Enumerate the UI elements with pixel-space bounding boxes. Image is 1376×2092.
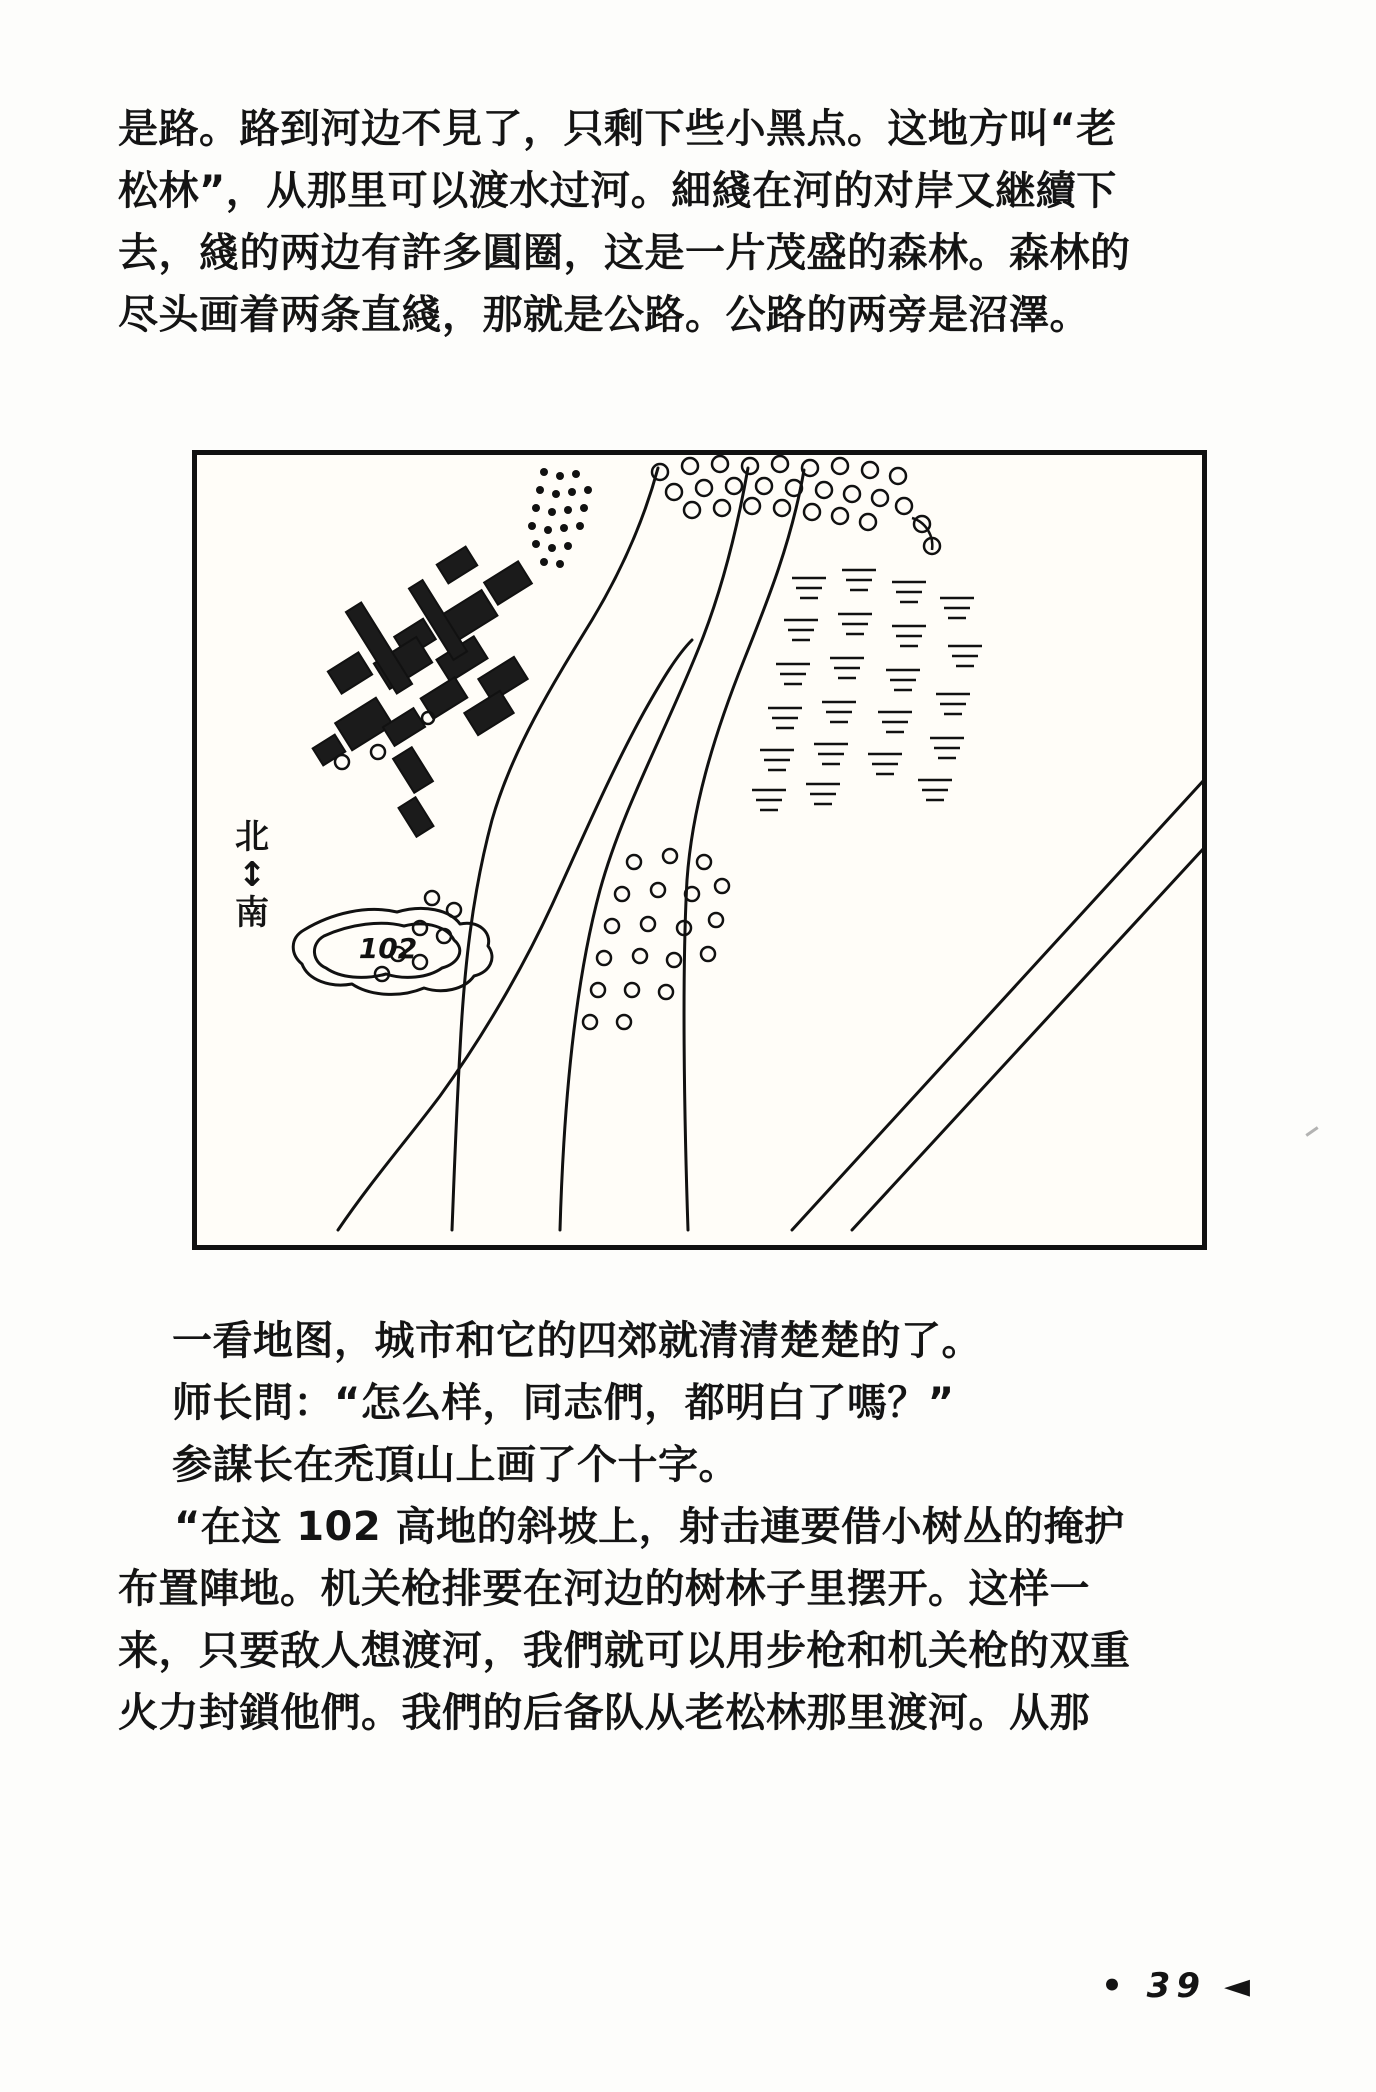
map-figure	[192, 450, 1207, 1250]
text-line: 松林”，从那里可以渡水过河。細綫在河的对岸又継續下	[118, 168, 1117, 214]
compass-rose	[212, 817, 292, 933]
text-line: 一看地图，城市和它的四郊就清清楚楚的了。	[172, 1318, 982, 1364]
page-number-prefix: •	[1101, 1966, 1129, 2006]
compass-arrow-icon: ↕	[237, 855, 267, 895]
text-line: 师长問：“怎么样，同志們，都明白了嗎？”	[172, 1380, 955, 1426]
map-drawing	[192, 450, 1207, 1250]
text-line: 火力封鎖他們。我們的后备队从老松林那里渡河。从那	[118, 1690, 1090, 1736]
text-line: 尽头画着两条直綫，那就是公路。公路的两旁是沼澤。	[118, 292, 1090, 338]
paragraph-top	[118, 98, 1278, 346]
text-line: 布置陣地。机关枪排要在河边的树林子里摆开。这样一	[118, 1566, 1090, 1612]
road-line-right	[852, 848, 1204, 1230]
page-number-suffix: ◄	[1223, 1966, 1256, 2006]
city-blocks	[313, 547, 532, 837]
text-line: 参謀长在禿頂山上画了个十字。	[172, 1442, 739, 1488]
marsh-symbols	[752, 570, 982, 810]
river-right-bank	[560, 468, 748, 1230]
paragraph-bottom	[118, 1310, 1278, 1744]
page-number-value: 39	[1146, 1966, 1206, 2006]
hill-102-label: 102	[358, 932, 418, 965]
text-line: 来，只要敌人想渡河，我們就可以用步枪和机关枪的双重	[118, 1628, 1131, 1674]
compass-south-label: 南	[235, 893, 269, 933]
scan-speck	[1305, 1126, 1318, 1136]
road-line-left	[792, 780, 1204, 1230]
page-number	[1101, 1966, 1256, 2006]
stream-line	[684, 470, 804, 1230]
compass-north-label: 北	[235, 817, 269, 857]
text-line: 是路。路到河边不見了，只剩下些小黑点。这地方叫“老	[118, 106, 1117, 152]
text-line: 去，綫的两边有許多圓圈，这是一片茂盛的森林。森林的	[118, 230, 1131, 276]
text-line: “在这 102 高地的斜坡上，射击連要借小树丛的掩护	[174, 1504, 1125, 1550]
dot-field-top	[528, 468, 592, 568]
